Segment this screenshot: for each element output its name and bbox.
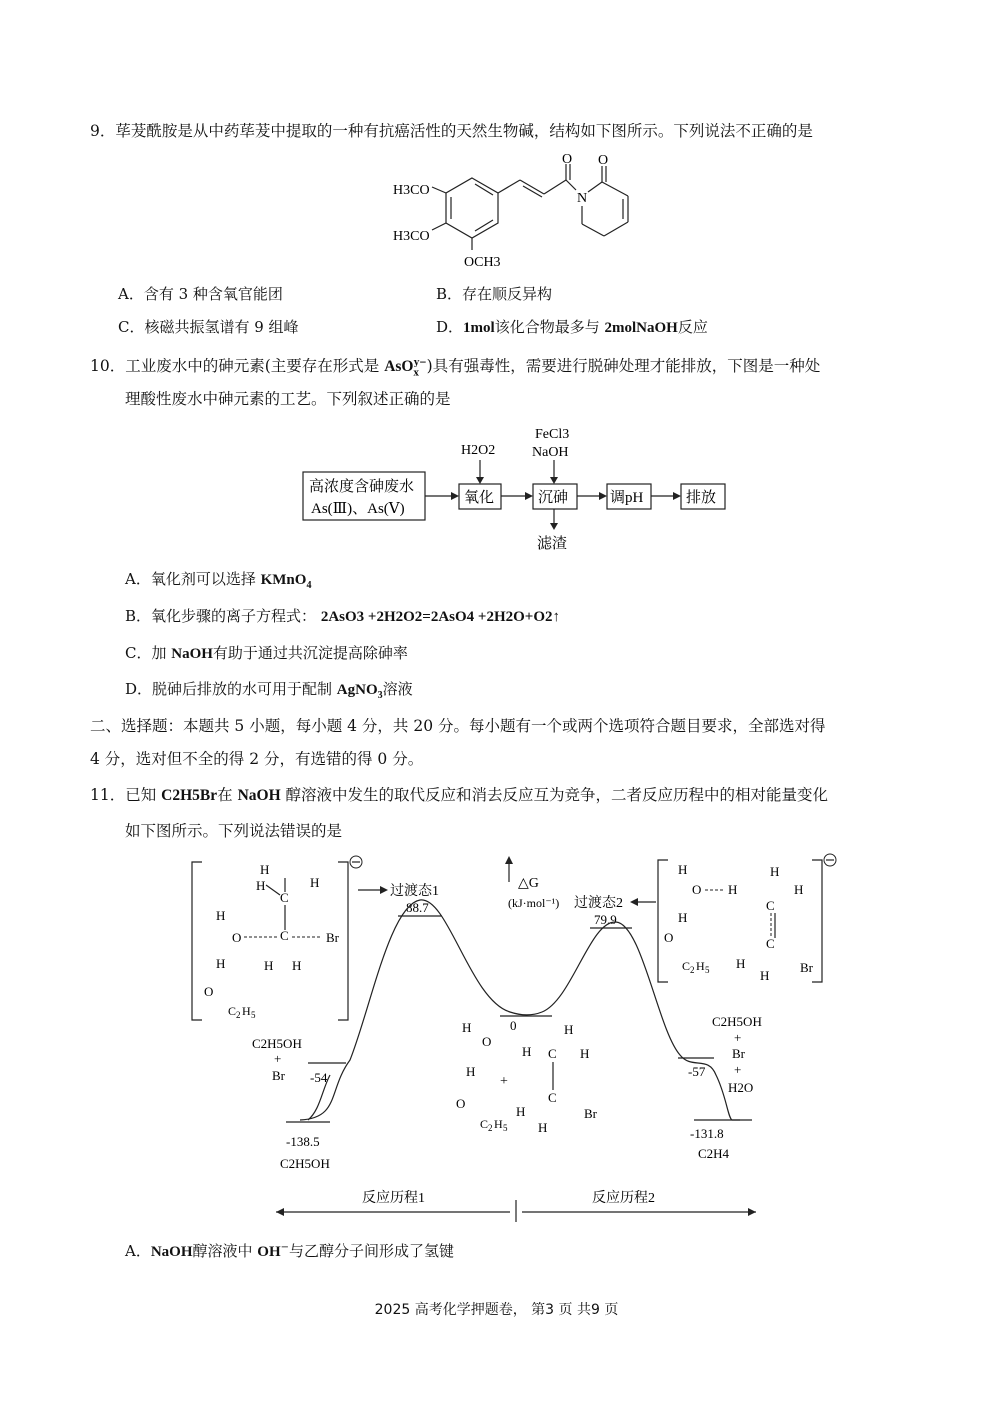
q10-option-a-pre: A．氧化剂可以选择 — [125, 570, 261, 588]
right-product: C2H4 — [698, 1146, 730, 1161]
q10-option-d-pre: D．脱砷后排放的水可用于配制 — [125, 680, 337, 698]
q9-group-3: OCH3 — [464, 255, 501, 270]
svg-text:O: O — [692, 882, 702, 897]
q11-option-a-pre: A． — [125, 1242, 151, 1260]
q11-stem-line2: 如下图所示。下列说法错误的是 — [125, 822, 343, 840]
flow-box1-line2: As(Ⅲ)、As(Ⅴ) — [311, 501, 405, 517]
path1-label: 反应历程1 — [362, 1191, 425, 1206]
q10-flowchart — [295, 420, 735, 560]
svg-text:O: O — [482, 1034, 492, 1049]
svg-text:H: H — [494, 1117, 503, 1131]
svg-text:2: 2 — [690, 965, 695, 975]
q9-option-d-label: D． — [436, 318, 464, 336]
q10-option-d-post: 溶液 — [382, 680, 413, 698]
left-reactant-br: Br — [272, 1068, 285, 1083]
section2-line1: 二、选择题：本题共 5 小题，每小题 4 分，共 20 分。每小题有一个或两个选项符合题目要求，全部选对得 — [90, 717, 826, 735]
q9-option-d-mid: 该化合物最多与 — [494, 318, 605, 336]
q9-option-a[interactable]: A．含有 3 种含氧官能团 — [118, 285, 283, 303]
svg-text:H: H — [216, 956, 226, 971]
ts2-label: 过渡态2 — [574, 896, 623, 911]
q11-energy-diagram — [180, 850, 840, 1230]
svg-text:O: O — [664, 930, 674, 945]
right-reactant-1: C2H5OH — [712, 1014, 762, 1029]
svg-text:H: H — [260, 862, 270, 877]
svg-text:5: 5 — [251, 1010, 256, 1020]
flow-reagent-naoh: NaOH — [532, 445, 569, 460]
q9-option-d-mol: 1mol — [463, 320, 495, 336]
svg-text:H: H — [580, 1046, 590, 1061]
q9-option-d-naoh: 2molNaOH — [604, 320, 678, 336]
svg-text:H: H — [678, 862, 688, 877]
flow-reagent-fecl3: FeCl3 — [535, 427, 570, 442]
q10-option-d-chem: AgNO — [336, 682, 378, 698]
svg-text:H: H — [310, 875, 320, 890]
q9-nitrogen: N — [577, 191, 588, 206]
svg-text:C: C — [548, 1090, 557, 1105]
svg-text:H: H — [466, 1064, 476, 1079]
q10-stem: 10．工业废水中的砷元素(主要存在形式是 AsO$_x^{y-}$)具有强毒性，需要进行脱砷处理才能排放，下图是一种处 — [90, 357, 821, 379]
svg-text:O: O — [204, 984, 214, 999]
ts1-value: 88.7 — [406, 900, 429, 915]
q11-stem-chem: C2H5Br — [161, 787, 218, 804]
level-left-mid: -54 — [310, 1070, 328, 1085]
q10-stem-chem: AsO — [384, 358, 414, 376]
axis-label-unit: (kJ·mol⁻¹) — [508, 896, 560, 910]
svg-text:Br: Br — [584, 1106, 597, 1121]
right-reactant-h2o: H2O — [728, 1080, 754, 1095]
q9-option-d[interactable] — [436, 316, 708, 339]
svg-text:C: C — [682, 959, 691, 973]
svg-text:H: H — [794, 882, 804, 897]
svg-text:H: H — [462, 1020, 472, 1035]
q11-stem-mid: 在 — [217, 786, 238, 804]
svg-text:H: H — [770, 864, 780, 879]
q10-stem-line2: 理酸性废水中砷元素的工艺。下列叙述正确的是 — [125, 390, 451, 408]
flow-reagent-h2o2: H2O2 — [461, 443, 496, 458]
svg-text:H: H — [292, 958, 302, 973]
level-zero: 0 — [510, 1018, 517, 1033]
left-reactant-1: C2H5OH — [252, 1036, 302, 1051]
svg-text:H: H — [760, 968, 770, 983]
q11-stem-post: 醇溶液中发生的取代反应和消去反应互为竞争，二者反应历程中的相对能量变化 — [280, 786, 829, 804]
svg-text:H: H — [256, 878, 266, 893]
svg-text:H: H — [728, 882, 738, 897]
level-right-mid: -57 — [688, 1064, 706, 1079]
q11-option-a-chem2: OH — [257, 1244, 281, 1260]
svg-text:H: H — [678, 910, 688, 925]
svg-text:C: C — [766, 936, 775, 951]
q11-stem-pre: 11．已知 — [90, 786, 162, 804]
level-left-low: -138.5 — [286, 1134, 320, 1149]
left-product: C2H5OH — [280, 1156, 330, 1171]
q10-option-b-pre: B．氧化步骤的离子方程式： — [125, 607, 317, 625]
q9-oxygen-1: O — [562, 152, 573, 167]
svg-text:H: H — [696, 959, 705, 973]
svg-text:H: H — [736, 956, 746, 971]
q10-option-a[interactable]: A．氧化剂可以选择 KMnO$_4$ — [125, 570, 312, 591]
q10-option-c-post: 有助于通过共沉淀提高除砷率 — [212, 644, 408, 662]
q10-stem-post: )具有强毒性，需要进行脱砷处理才能排放，下图是一种处 — [426, 357, 821, 376]
svg-text:+: + — [500, 1074, 508, 1089]
svg-text:H: H — [538, 1120, 548, 1135]
q11-stem — [90, 784, 828, 807]
q9-stem: 9．荜茇酰胺是从中药荜茇中提取的一种有抗癌活性的天然生物碱，结构如下图所示。下列说法不正确的是 — [90, 122, 813, 140]
flow-box-precipitation: 沉砷 — [538, 490, 569, 506]
svg-text:H: H — [516, 1104, 526, 1119]
svg-text:C: C — [766, 898, 775, 913]
svg-text:H: H — [564, 1022, 574, 1037]
q9-group-1: H3CO — [393, 183, 430, 198]
flow-box-discharge: 排放 — [686, 490, 717, 506]
q9-option-c[interactable]: C．核磁共振氢谱有 9 组峰 — [118, 318, 299, 336]
axis-label-g: △G — [518, 876, 539, 891]
section2-line2: 4 分，选对但不全的得 2 分，有选错的得 0 分。 — [90, 750, 424, 768]
flow-box1-line1: 高浓度含砷废水 — [309, 479, 415, 495]
page-footer: 2025 高考化学押题卷， 第3 页 共9 页 — [374, 1302, 619, 1318]
right-reactant-br: Br — [732, 1046, 745, 1061]
svg-text:H: H — [242, 1004, 251, 1018]
q11-option-a-post: 与乙醇分子间形成了氢键 — [289, 1242, 455, 1260]
svg-text:C: C — [228, 1004, 237, 1018]
q9-oxygen-2: O — [598, 153, 609, 168]
svg-text:H: H — [522, 1044, 532, 1059]
q10-option-c-pre: C．加 — [125, 644, 172, 662]
q11-option-a[interactable]: A．NaOH醇溶液中 OH−与乙醇分子间形成了氢键 — [125, 1242, 455, 1260]
svg-text:5: 5 — [503, 1123, 508, 1133]
svg-text:2: 2 — [236, 1010, 241, 1020]
q10-option-d[interactable]: D．脱砷后排放的水可用于配制 AgNO$_3$溶液 — [125, 680, 413, 701]
q9-group-2: H3CO — [393, 229, 430, 244]
svg-text:2: 2 — [488, 1123, 493, 1133]
svg-text:C: C — [280, 890, 289, 905]
svg-text:O: O — [456, 1096, 466, 1111]
right-reactant-plus1: + — [734, 1030, 742, 1045]
q10-option-a-chem: KMnO — [260, 572, 307, 588]
q11-option-a-mid: 醇溶液中 — [192, 1242, 258, 1260]
ts2-value: 79.9 — [594, 912, 617, 927]
q10-option-c-chem: NaOH — [171, 646, 213, 662]
q11-option-a-chem: NaOH — [150, 1244, 193, 1260]
svg-text:O: O — [232, 930, 242, 945]
svg-text:Br: Br — [800, 960, 813, 975]
left-reactant-plus: + — [274, 1051, 282, 1066]
q11-stem-chem2: NaOH — [237, 787, 281, 804]
svg-text:C: C — [480, 1117, 489, 1131]
q9-option-d-post: 反应 — [677, 318, 708, 336]
q9-structure — [380, 150, 680, 275]
flow-box-oxidation: 氧化 — [464, 490, 495, 506]
svg-text:H: H — [216, 908, 226, 923]
flow-box-adjust-ph: 调pH — [610, 490, 644, 506]
svg-text:Br: Br — [326, 930, 339, 945]
q10-option-b[interactable] — [125, 605, 560, 628]
q10-stem-pre: 10．工业废水中的砷元素(主要存在形式是 — [90, 357, 385, 376]
svg-text:C: C — [280, 928, 289, 943]
q10-option-b-equation: 2AsO3 +2H2O2=2AsO4 +2H2O+O2↑ — [320, 609, 561, 625]
svg-text:H: H — [264, 958, 274, 973]
flow-residue: 滤渣 — [537, 536, 568, 552]
right-reactant-plus2: + — [734, 1062, 742, 1077]
level-right-low: -131.8 — [690, 1126, 724, 1141]
ts1-label: 过渡态1 — [390, 884, 439, 899]
svg-text:5: 5 — [705, 965, 710, 975]
q9-option-b[interactable]: B．存在顺反异构 — [436, 285, 553, 303]
q10-option-c[interactable] — [125, 642, 408, 665]
path2-label: 反应历程2 — [592, 1191, 655, 1206]
svg-text:C: C — [548, 1046, 557, 1061]
